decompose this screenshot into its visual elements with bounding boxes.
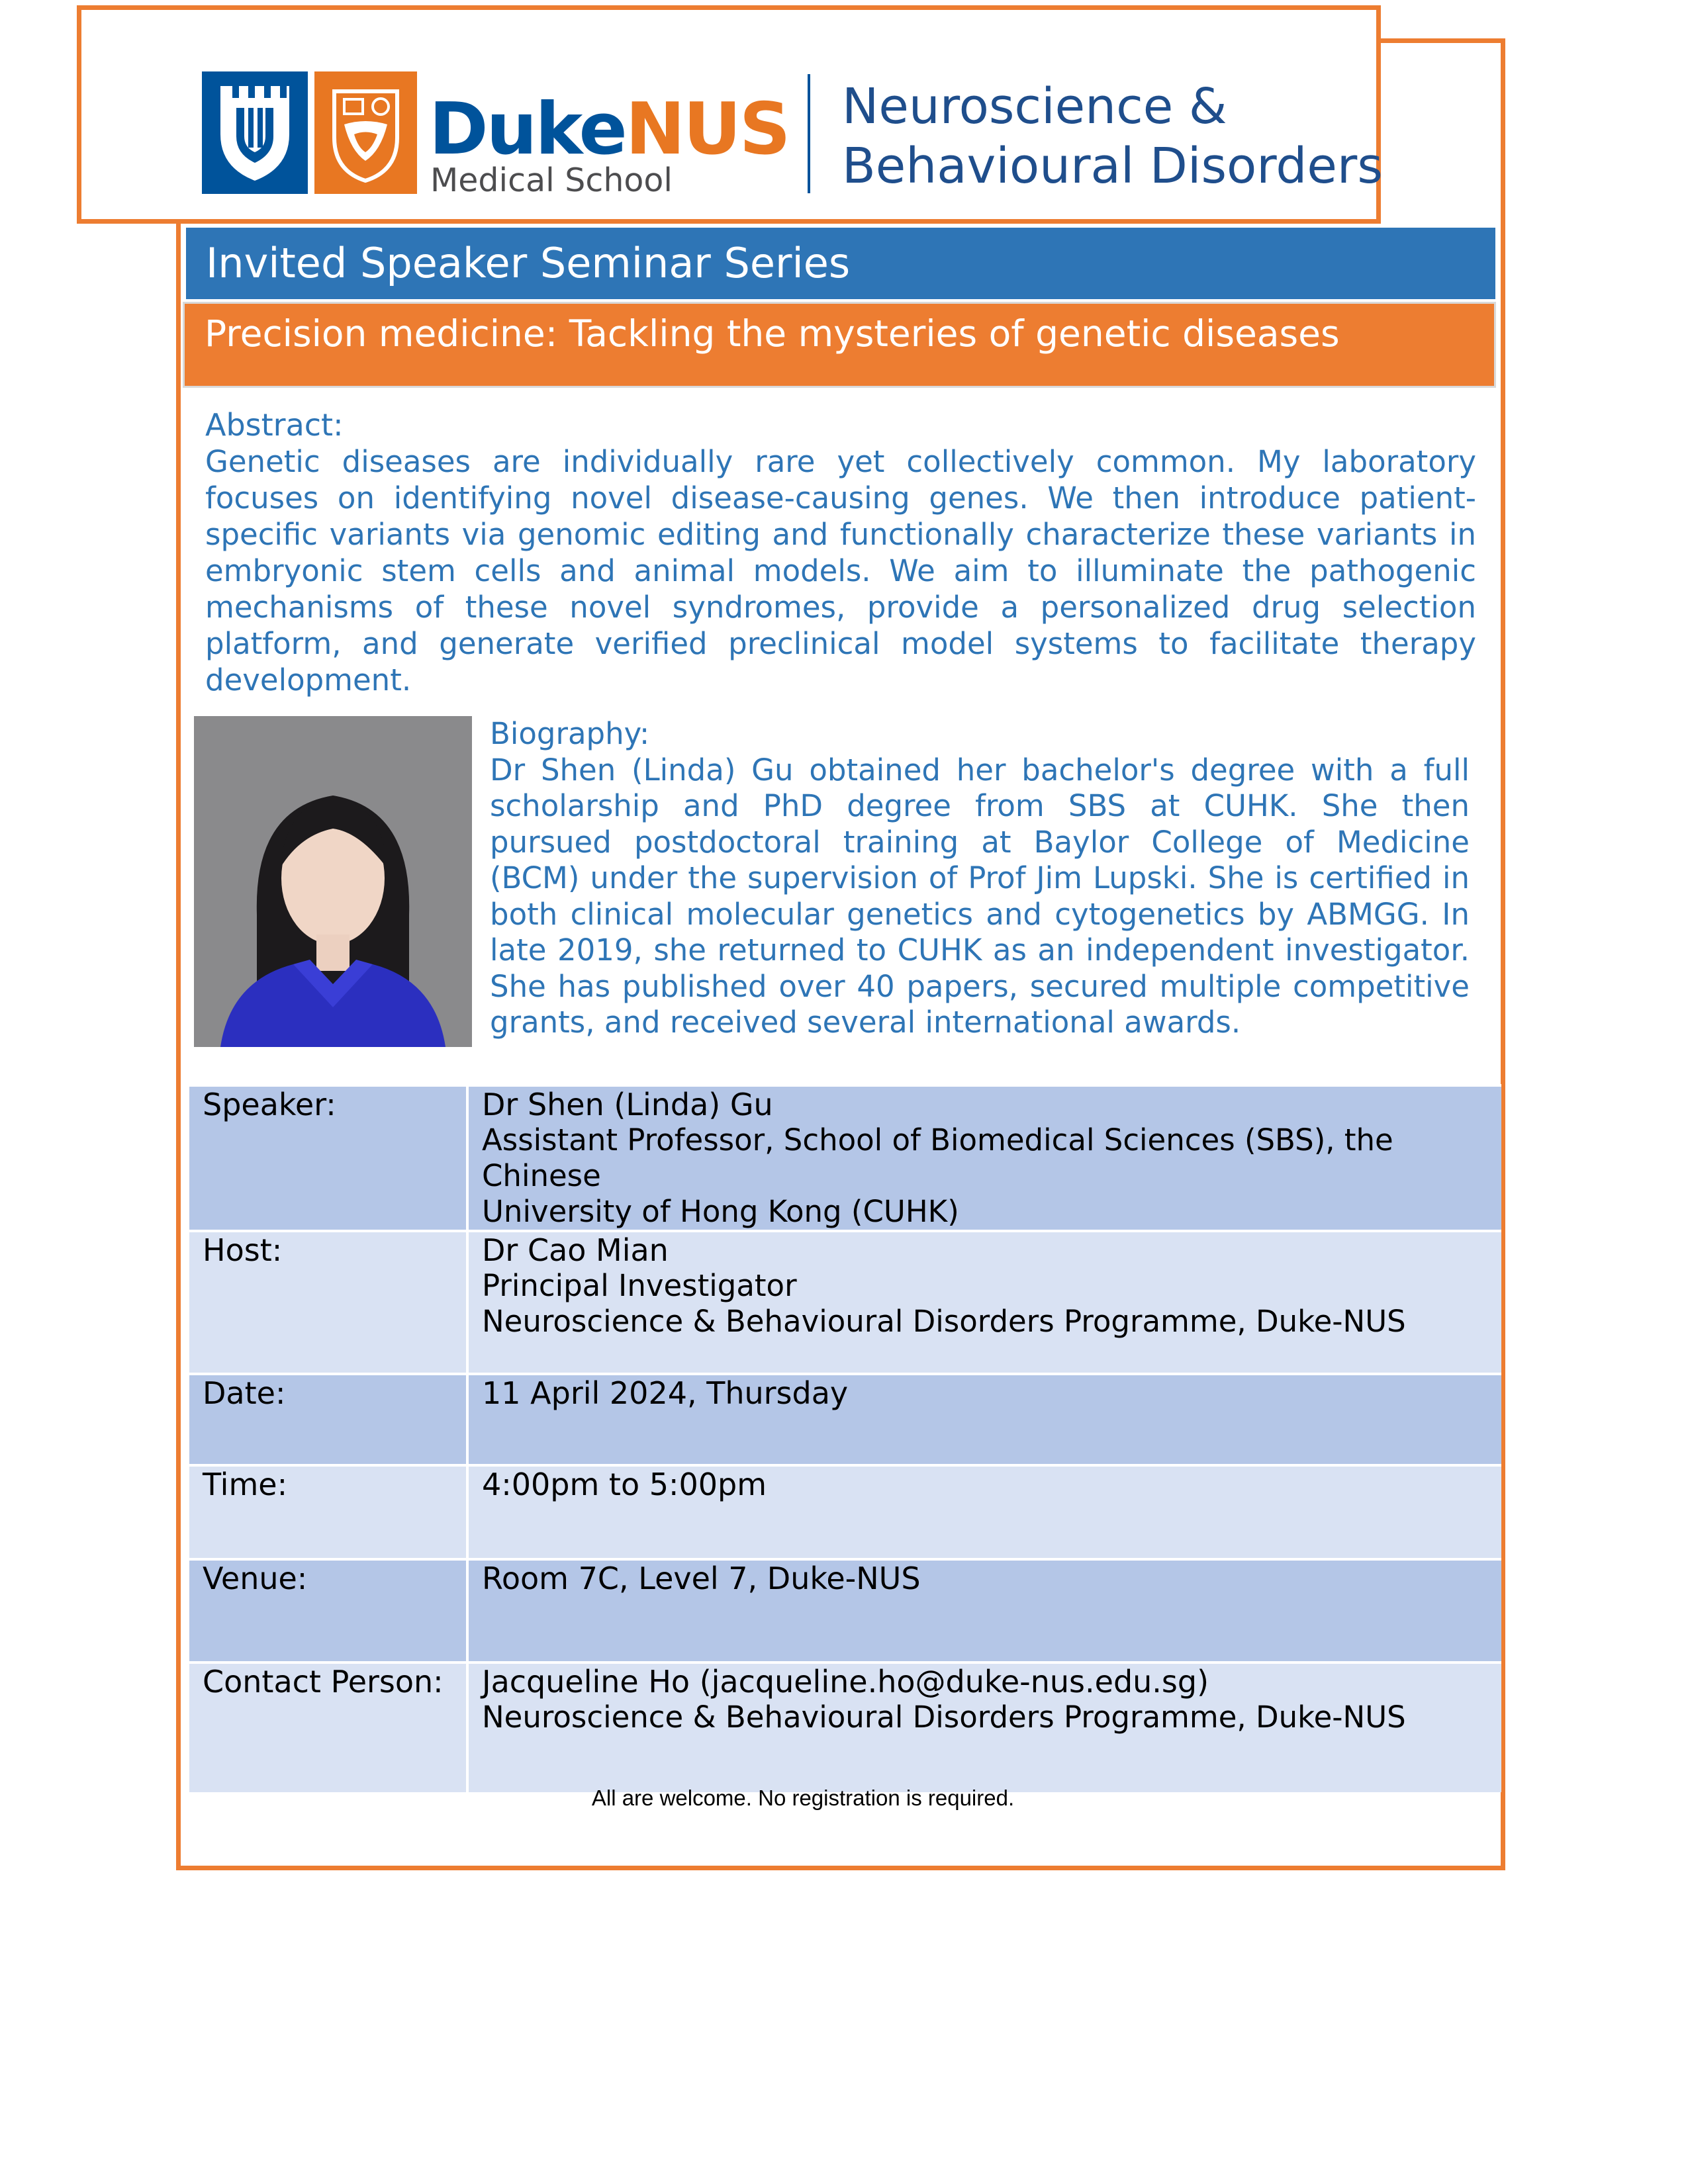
contact-name-email: Jacqueline Ho (jacqueline.ho@duke-nus.edu.sg) <box>482 1664 1209 1700</box>
speaker-cell <box>467 1085 1501 1231</box>
speaker-name: Dr Shen (Linda) Gu <box>482 1087 773 1122</box>
biography-heading: Biography: <box>490 716 650 751</box>
speaker-affiliation-line1: Assistant Professor, School of Biomedical Sciences (SBS), the Chinese <box>482 1122 1393 1193</box>
date-label: Date: <box>189 1374 467 1465</box>
series-title-band: Invited Speaker Seminar Series <box>186 228 1495 299</box>
venue-label: Venue: <box>189 1559 467 1662</box>
venue-value: Room 7C, Level 7, Duke-NUS <box>467 1559 1501 1662</box>
logo-subtitle: Medical School <box>430 161 673 199</box>
host-title: Principal Investigator <box>482 1268 797 1303</box>
table-row-date <box>189 1374 1501 1465</box>
dukenus-wordmark: DukeNUS <box>429 88 789 171</box>
speaker-photo <box>194 716 472 1047</box>
abstract-text: Genetic diseases are individually rare yet collectively common. My laboratory focuses on identifying novel disease-causing genes. We then introduce patient-specific variants via genomic editing and functionally characterize these variants in embryonic stem cells and animal models. We aim to illuminate the pathogenic mechanisms of these novel syndromes, provide a personalized drug selection platform, and generate verified preclinical model systems to facilitate therapy development. <box>205 444 1476 698</box>
table-row-time <box>189 1465 1501 1559</box>
contact-label: Contact Person: <box>189 1662 467 1792</box>
host-label: Host: <box>189 1231 467 1374</box>
header-divider <box>808 74 810 193</box>
duke-shield-logo <box>202 71 308 194</box>
table-row-host <box>189 1231 1501 1374</box>
event-details-table <box>189 1084 1501 1792</box>
date-value: 11 April 2024, Thursday <box>467 1374 1501 1465</box>
biography-section <box>490 716 1470 1041</box>
speaker-label: Speaker: <box>189 1085 467 1231</box>
nus-crest-logo <box>314 71 417 194</box>
host-name: Dr Cao Mian <box>482 1232 669 1268</box>
table-row-contact <box>189 1662 1501 1792</box>
time-label: Time: <box>189 1465 467 1559</box>
footer-note: All are welcome. No registration is required. <box>591 1786 1015 1810</box>
speaker-affiliation-line2: University of Hong Kong (CUHK) <box>482 1194 959 1229</box>
time-value: 4:00pm to 5:00pm <box>467 1465 1501 1559</box>
program-title: Neuroscience & Behavioural Disorders <box>842 78 1383 195</box>
contact-programme: Neuroscience & Behavioural Disorders Programme, Duke-NUS <box>482 1700 1406 1735</box>
talk-title-band: Precision medicine: Tackling the mysteries of genetic diseases <box>183 302 1496 388</box>
abstract-section <box>205 407 1476 698</box>
contact-cell <box>467 1662 1501 1792</box>
host-programme: Neuroscience & Behavioural Disorders Programme, Duke-NUS <box>482 1304 1406 1339</box>
biography-text: Dr Shen (Linda) Gu obtained her bachelor's degree with a full scholarship and PhD degree from SBS at CUHK. She then pursued postdoctoral training at Baylor College of Medicine (BCM) under the supervision of Prof Jim Lupski. She is certified in both clinical molecular genetics and cytogenetics by ABMGG. In late 2019, she returned to CUHK as an independent investigator. She has published over 40 papers, secured multiple competitive grants, and received several international awards. <box>490 752 1470 1040</box>
abstract-heading: Abstract: <box>205 407 344 443</box>
table-row-speaker <box>189 1085 1501 1231</box>
table-row-venue <box>189 1559 1501 1662</box>
host-cell <box>467 1231 1501 1374</box>
